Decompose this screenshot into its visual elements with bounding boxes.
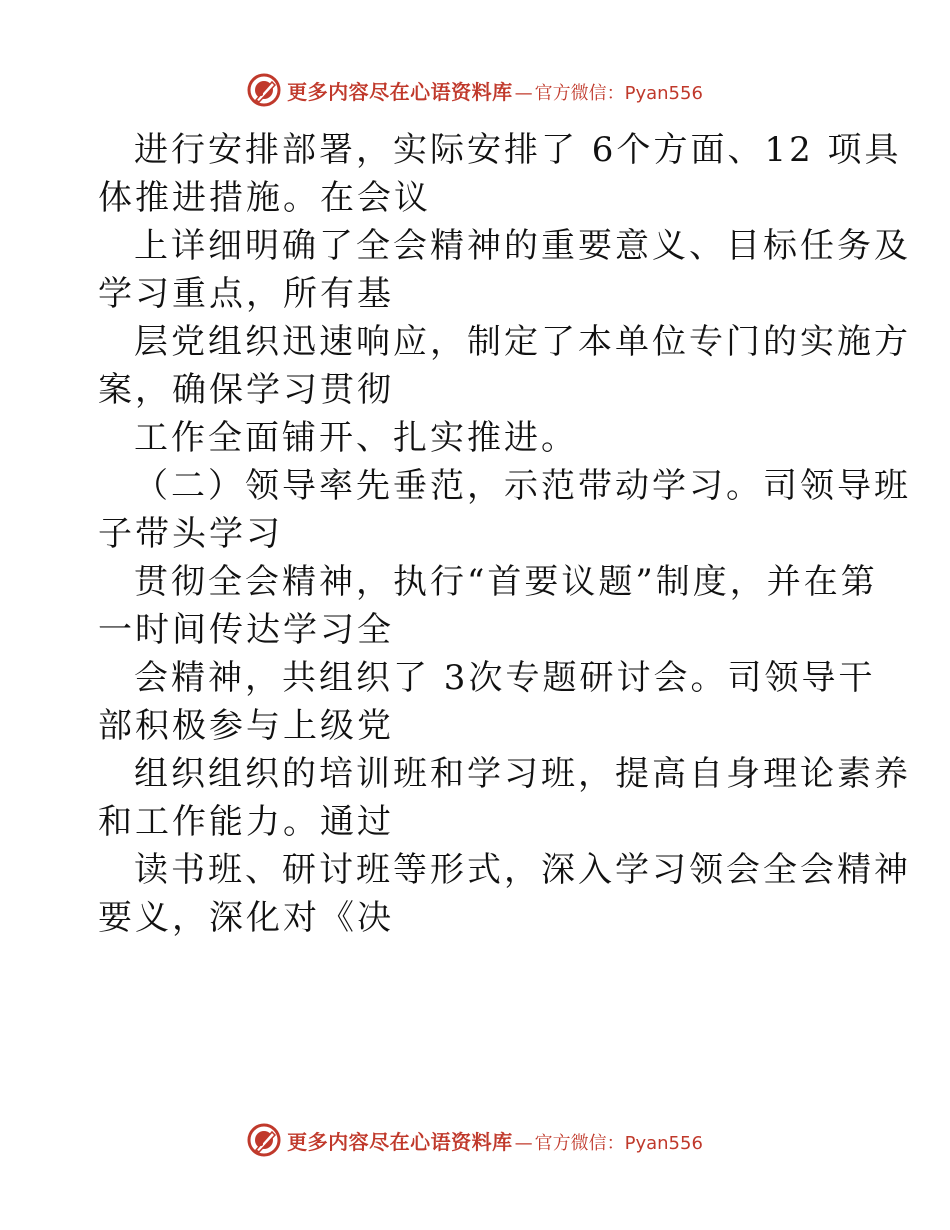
pen-logo-icon <box>247 73 281 107</box>
body-line: 上详细明确了全会精神的重要意义、目标任务及 <box>134 226 911 266</box>
watermark-wechat-text: 官方微信：Pyan556 <box>534 82 703 104</box>
body-line: 案，确保学习贯彻 <box>98 370 394 410</box>
body-line: 会精神，共组织了 3次专题研讨会。司领导干 <box>134 658 876 698</box>
body-line: 一时间传达学习全 <box>98 610 394 650</box>
section-heading-line: （二）领导率先垂范，示范带动学习。司领导班 <box>134 466 911 506</box>
body-line: 和工作能力。通过 <box>98 802 394 842</box>
body-line: 要义，深化对《决 <box>98 898 394 938</box>
body-line: 学习重点，所有基 <box>98 274 394 314</box>
watermark-main-text: 更多内容尽在心语资料库 <box>287 1129 513 1154</box>
body-line: 进行安排部署，实际安排了 6个方面、12 项具 <box>134 130 902 170</box>
pen-logo-icon <box>247 1123 281 1157</box>
watermark-separator: — <box>514 82 533 104</box>
body-line: 贯彻全会精神，执行“首要议题”制度，并在第 <box>134 562 878 602</box>
body-line: 子带头学习 <box>98 514 283 554</box>
watermark-main-text: 更多内容尽在心语资料库 <box>287 79 513 104</box>
document-body <box>98 126 911 942</box>
footer-watermark <box>0 1120 950 1160</box>
body-line: 工作全面铺开、扎实推进。 <box>134 418 578 458</box>
body-line: 部积极参与上级党 <box>98 706 394 746</box>
body-line: 层党组织迅速响应，制定了本单位专门的实施方 <box>134 322 911 362</box>
body-line: 组织组织的培训班和学习班，提高自身理论素养 <box>134 754 911 794</box>
body-line: 读书班、研讨班等形式，深入学习领会全会精神 <box>134 850 911 890</box>
header-watermark <box>0 70 950 110</box>
body-line: 体推进措施。在会议 <box>98 178 431 218</box>
watermark-wechat-text: 官方微信：Pyan556 <box>534 1132 703 1154</box>
watermark-separator: — <box>514 1132 533 1154</box>
